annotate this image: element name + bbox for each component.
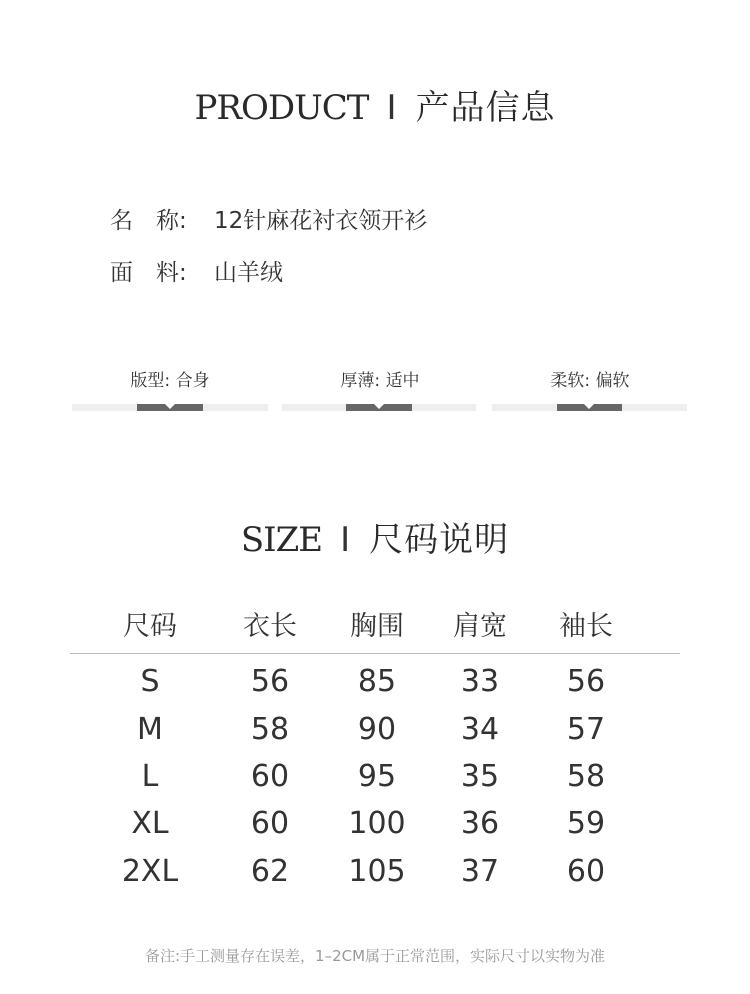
thickness-label-key: 厚薄: [340,371,381,391]
cell-sleeve: 56 [566,664,606,699]
cell-shoulder: 36 [460,806,500,841]
material-label: 面 料: [110,260,187,286]
table-row [70,854,680,894]
header-length: 衣长 [243,611,297,642]
cell-shoulder: 33 [460,664,500,699]
softness-label-value: 偏软 [595,371,630,391]
size-info-heading [0,512,750,561]
thickness-label-value: 适中 [385,371,420,391]
header-chest: 胸围 [350,611,404,642]
table-row [70,712,680,752]
cell-shoulder: 37 [460,854,500,889]
heading-separator: I [386,88,398,128]
table-divider [70,653,680,654]
cell-length: 58 [250,712,290,747]
cell-chest: 105 [348,854,406,889]
cell-sleeve: 59 [566,806,606,841]
product-heading-cn: 产品信息 [415,88,556,128]
cell-chest: 95 [357,759,397,794]
cell-sleeve: 57 [566,712,606,747]
thickness-indicator [282,366,478,391]
product-heading-en: PRODUCT [194,88,369,128]
size-table-header [70,604,680,644]
header-sleeve: 袖长 [559,611,613,642]
cell-sleeve: 60 [566,854,606,889]
measurement-footnote: 备注:手工测量存在误差，1–2CM属于正常范围，实际尺寸以实物为准 [144,947,606,965]
product-name-value: 12针麻花衬衣领开衫 [214,208,428,234]
size-heading-cn: 尺码说明 [369,520,510,560]
product-name-row [110,202,427,235]
fit-label [72,366,268,391]
softness-indicator [492,366,688,391]
cell-size: 2XL [121,854,179,889]
heading-separator: I [340,520,352,560]
softness-label-key: 柔软: [550,371,591,391]
fit-label-key: 版型: [130,371,171,391]
header-size: 尺码 [123,611,177,642]
cell-size: XL [131,806,169,841]
table-row [70,759,680,799]
fit-level-marker [165,404,175,409]
table-row [70,664,680,704]
fit-indicator [72,366,268,391]
header-shoulder: 肩宽 [453,611,507,642]
cell-length: 56 [250,664,290,699]
product-info-heading [0,80,750,129]
cell-length: 60 [250,759,290,794]
product-name-label: 名 称: [110,208,187,234]
thickness-label [282,366,478,391]
cell-length: 62 [250,854,290,889]
softness-level-marker [584,404,594,409]
cell-shoulder: 35 [460,759,500,794]
size-heading-en: SIZE [240,520,323,560]
material-row [110,254,283,287]
cell-shoulder: 34 [460,712,500,747]
cell-size: M [137,712,163,747]
cell-chest: 90 [357,712,397,747]
table-row [70,806,680,846]
thickness-level-marker [374,404,384,409]
cell-length: 60 [250,806,290,841]
cell-sleeve: 58 [566,759,606,794]
material-value: 山羊绒 [214,260,283,286]
cell-chest: 100 [348,806,406,841]
cell-chest: 85 [357,664,397,699]
cell-size: S [140,664,160,699]
softness-label [492,366,688,391]
fit-label-value: 合身 [175,371,210,391]
cell-size: L [141,759,159,794]
